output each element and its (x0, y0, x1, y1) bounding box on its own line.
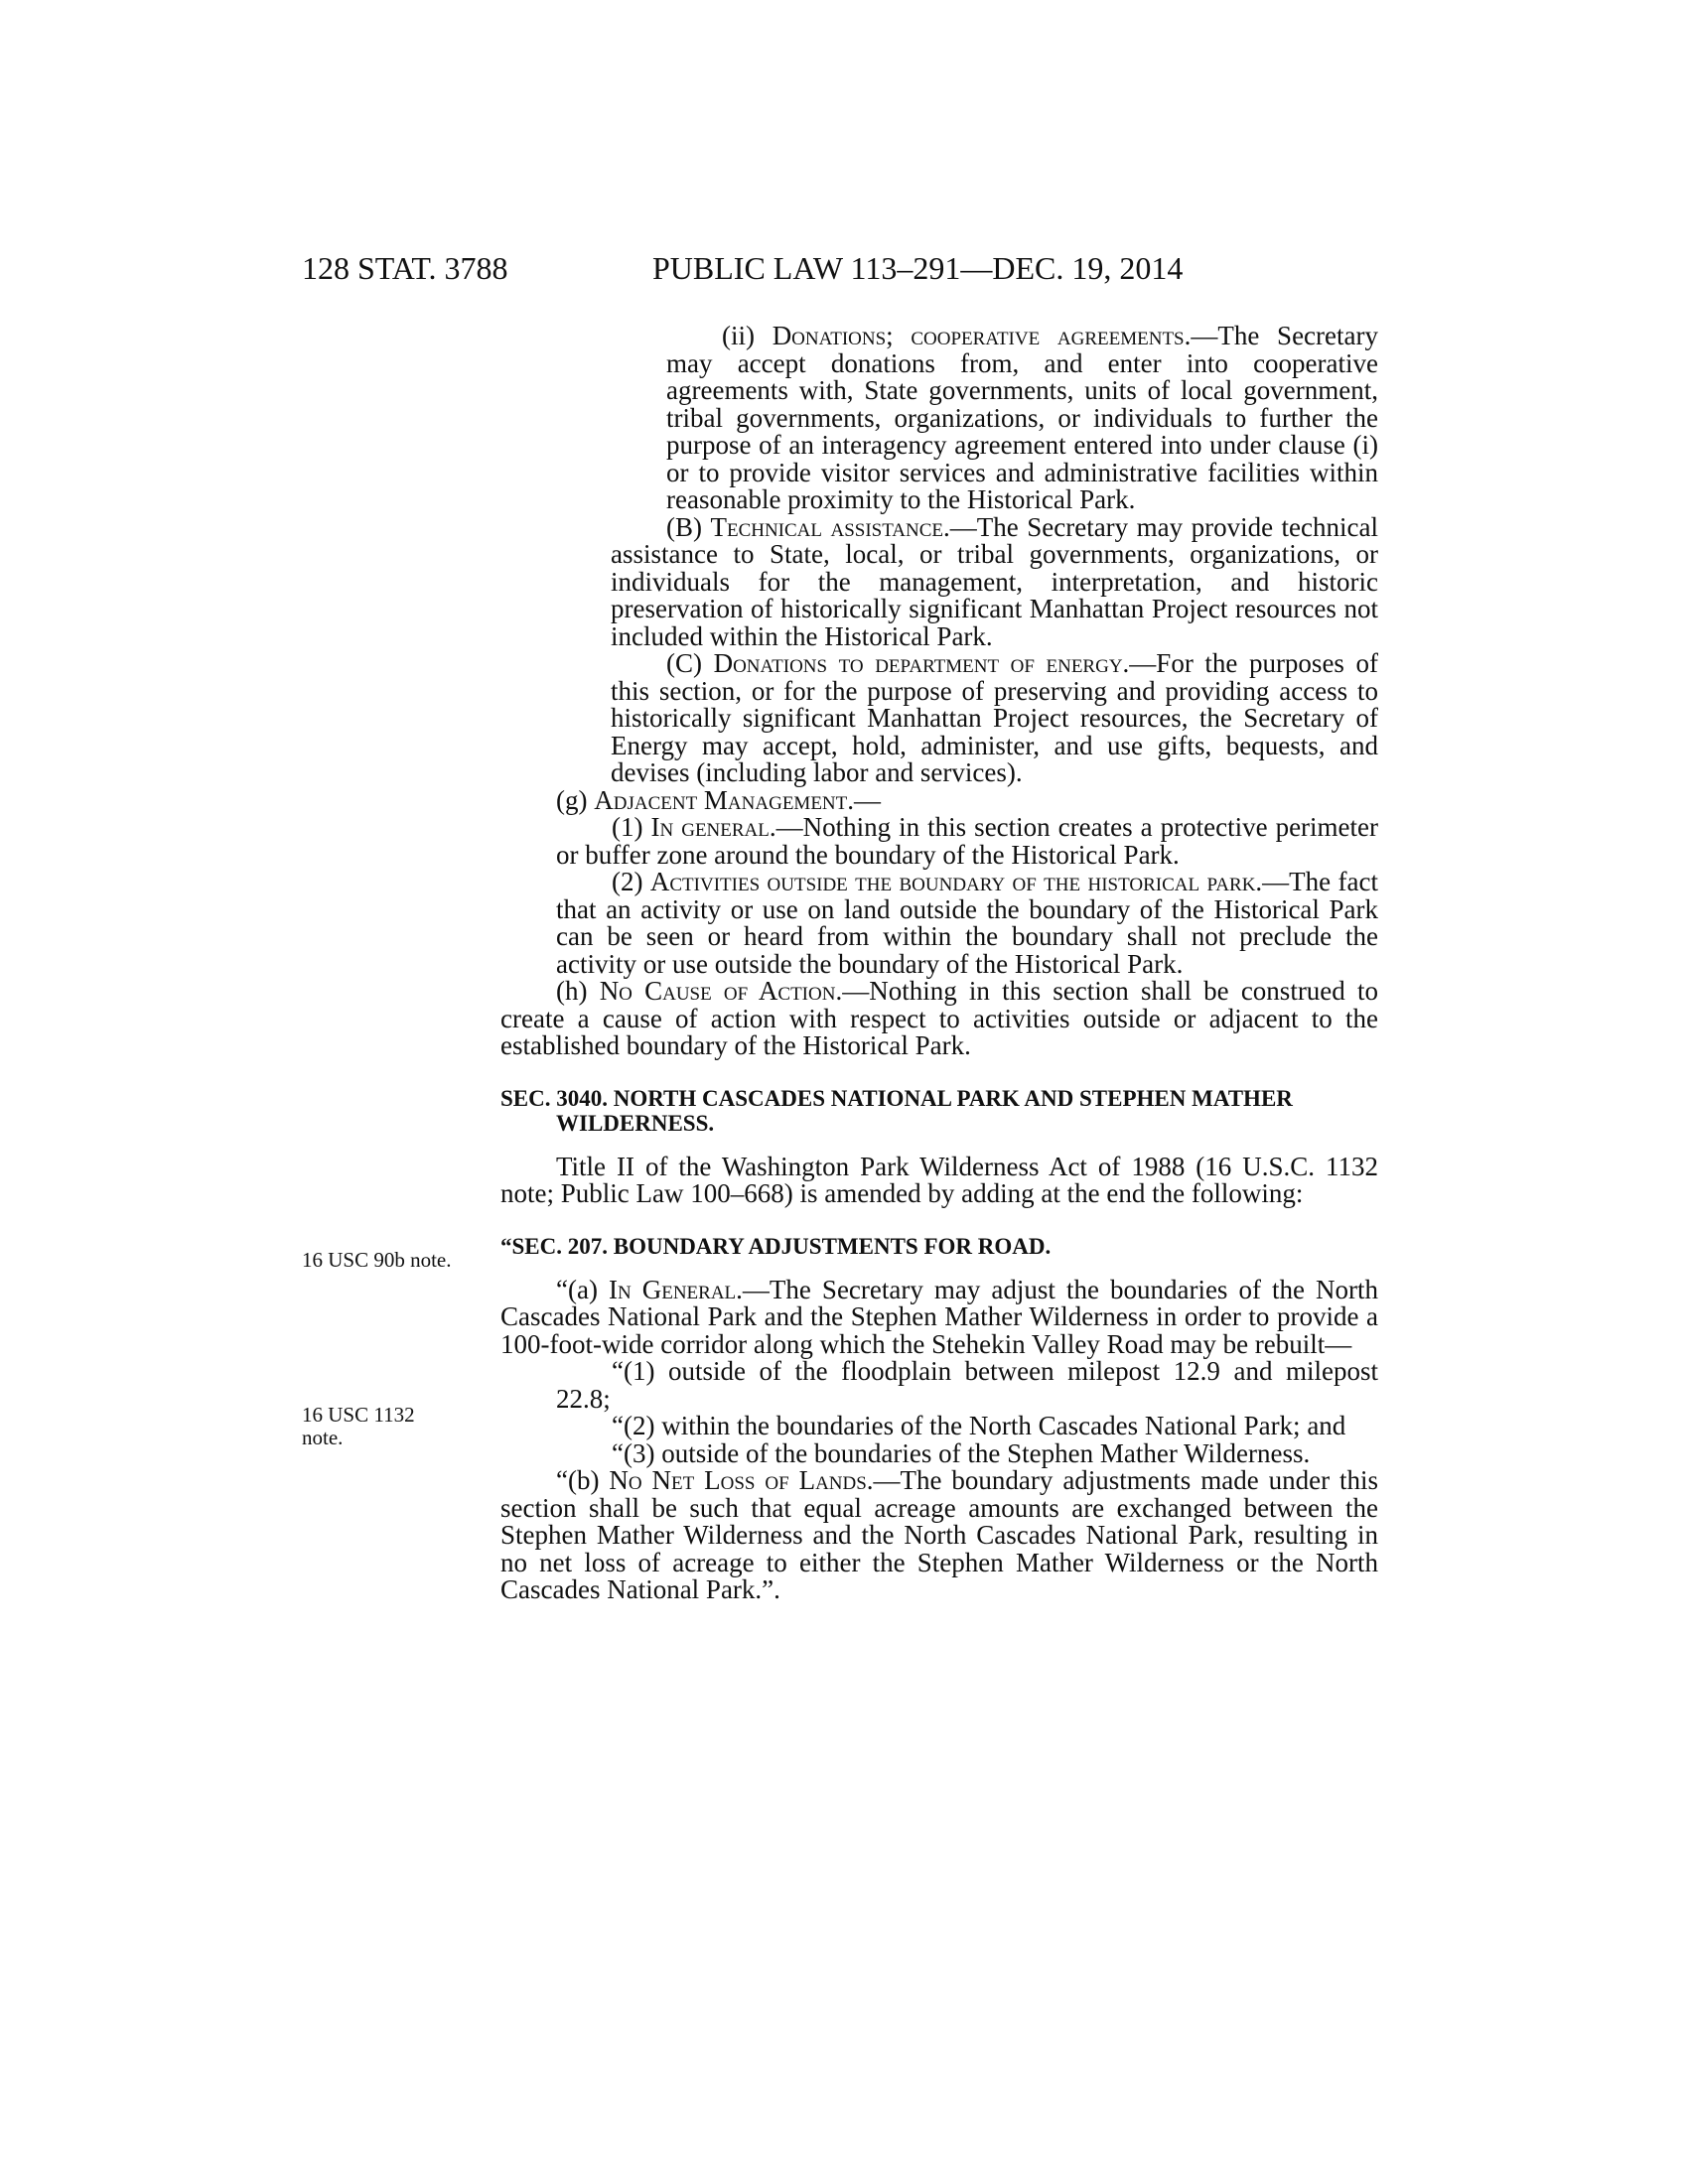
clause-label: (ii) (722, 321, 773, 350)
subparagraph-text: —The Secretary may provide technical assistance to State, local, or tribal governments, organizations, or individuals for the management, interpretation, and historic preservation of historically significant Manhattan Project resources not included within the Historical Park. (611, 511, 1378, 651)
section-207-subsection-a (500, 1274, 1378, 1359)
subsection-text: —The Secretary may adjust the boundaries of the North Cascades National Park and the Stephen Mather Wilderness in order to provide a 100-foot-wide corridor along which the Stehekin Valley Road may be rebuilt— (500, 1274, 1378, 1359)
subsection-g (500, 784, 1378, 815)
paragraph-g1 (500, 814, 1378, 869)
spacer (500, 1060, 1378, 1086)
paragraph-label: (2) (612, 867, 650, 896)
marginal-note-usc-1132 (302, 1404, 471, 1449)
paragraph-text: —The fact that an activity or use on land outside the boundary of the Historical Park can be seen or heard from within the boundary shall not preclude the activity or use outside the boundary of the Historical Park. (556, 867, 1378, 979)
marginal-note-line: 16 USC 1132 (302, 1403, 415, 1427)
subsection-label: “(a) (556, 1274, 609, 1304)
subsection-text: — (854, 784, 882, 815)
spacer (500, 1136, 1378, 1154)
paragraph-g2 (500, 869, 1378, 978)
section-207-item-3: “(3) outside of the boundaries of the Stephen Mather Wilderness. (612, 1437, 1311, 1468)
section-207-item-2: “(2) within the boundaries of the North Cascades National Park; and (612, 1411, 1346, 1440)
paragraph-heading: In general. (650, 812, 776, 842)
section-207-heading: “SEC. 207. BOUNDARY ADJUSTMENTS FOR ROAD. (500, 1233, 1052, 1259)
clause-text: —The Secretary may accept donations from, and enter into cooperative agreements with, State governments, units of local government, tribal governments, organizations, or individuals to further the purpose of an interagency agreement entered into under clause (i) or to provide visitor services and administrative facilities within reasonable proximity to the Historical Park. (666, 321, 1378, 514)
subsection-text: —The boundary adjustments made under this section shall be such that equal acreage amounts are exchanged between the Stephen Mather Wilderness and the North Cascades National Park, resulting in no net loss of acreage to either the Stephen Mather Wilderness or the North Cascades National Park.”. (500, 1465, 1378, 1604)
subsection-heading: In General. (608, 1274, 743, 1304)
subsection-label: “(b) (556, 1465, 610, 1495)
clause-ii (500, 323, 1378, 514)
subsection-heading: No Cause of Action. (599, 976, 843, 1006)
paragraph-label: (1) (612, 812, 651, 842)
subsection-heading: No Net Loss of Lands. (609, 1465, 874, 1495)
subparagraph-C (500, 650, 1378, 787)
subparagraph-heading: Technical assistance. (710, 511, 950, 542)
section-207-item-1: “(1) outside of the floodplain between milepost 12.9 and milepost 22.8; (556, 1356, 1378, 1414)
subsection-heading: Adjacent Management. (594, 784, 855, 815)
subparagraph-label: (C) (666, 648, 714, 678)
marginal-note-usc-90b: 16 USC 90b note. (302, 1248, 452, 1272)
section-3040-heading: SEC. 3040. NORTH CASCADES NATIONAL PARK AND STEPHEN MATHER WILDERNESS. (500, 1085, 1293, 1136)
subparagraph-B (500, 511, 1378, 651)
subparagraph-heading: Donations to department of energy. (713, 648, 1130, 678)
subsection-label: (g) (556, 784, 595, 815)
section-3040-text: Title II of the Washington Park Wilderness Act of 1988 (16 U.S.C. 1132 note; Public Law 100–668) is amended by adding at the end the following: (500, 1151, 1378, 1208)
spacer (500, 1208, 1378, 1234)
subparagraph-label: (B) (666, 511, 711, 542)
clause-heading: Donations; cooperative agreements. (772, 321, 1192, 350)
marginal-note-line: note. (302, 1426, 344, 1449)
paragraph-heading: Activities outside the boundary of the historical park. (649, 867, 1263, 896)
paragraph-text: —Nothing in this section creates a protective perimeter or buffer zone around the boundary of the Historical Park. (556, 812, 1379, 870)
public-law-reference: PUBLIC LAW 113–291—DEC. 19, 2014 (652, 250, 1184, 286)
subparagraph-text: —For the purposes of this section, or for the purpose of preserving and providing access to historically significant Manhattan Project resources, the Secretary of Energy may accept, hold, administer, and use gifts, bequests, and devises (including labor and services). (611, 648, 1378, 787)
subsection-label: (h) (556, 976, 600, 1006)
subsection-text: —Nothing in this section shall be construed to create a cause of action with respect to activities outside or adjacent to the established boundary of the Historical Park. (500, 976, 1378, 1060)
section-207-subsection-b (500, 1467, 1378, 1604)
stat-reference: 128 STAT. 3788 (302, 250, 508, 286)
document-body (500, 323, 1378, 1604)
subsection-h (500, 978, 1378, 1060)
